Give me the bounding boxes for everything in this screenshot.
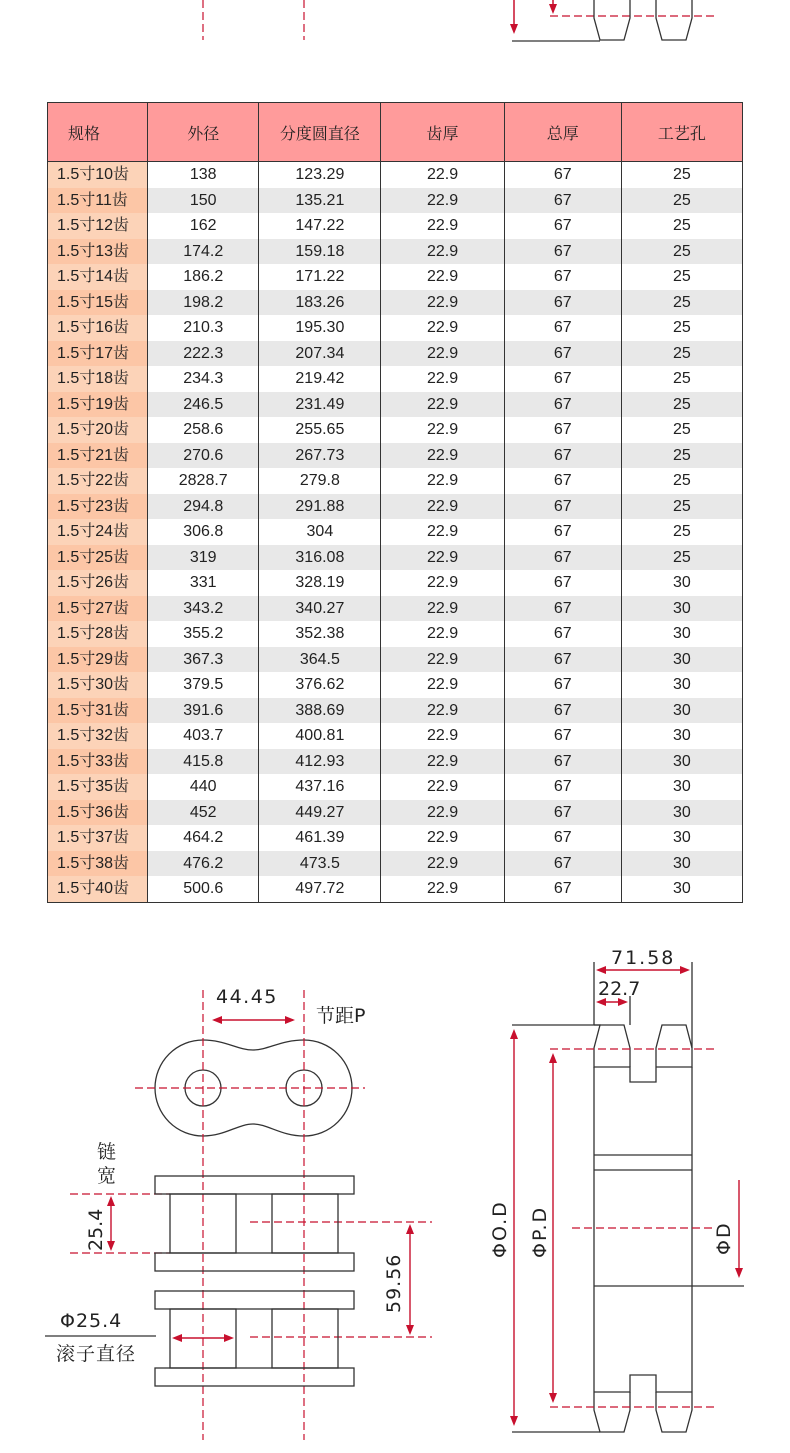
cell-spec: 1.5寸40齿	[48, 876, 148, 902]
tooth-thickness-value: 22.7	[598, 978, 641, 1000]
total-thickness-value: 71.58	[611, 947, 676, 969]
cell-spec: 1.5寸24齿	[48, 519, 148, 545]
cell-outer-diameter: 2828.7	[148, 468, 259, 494]
cell-outer-diameter: 367.3	[148, 647, 259, 673]
cell-process-hole: 30	[621, 647, 742, 673]
cell-outer-diameter: 294.8	[148, 494, 259, 520]
cell-outer-diameter: 319	[148, 545, 259, 571]
cell-spec: 1.5寸25齿	[48, 545, 148, 571]
table-row	[48, 647, 743, 673]
cell-total-thickness: 67	[504, 570, 621, 596]
cell-pitch-diameter: 135.21	[259, 188, 381, 214]
cell-total-thickness: 67	[504, 290, 621, 316]
cell-total-thickness: 67	[504, 392, 621, 418]
cell-spec: 1.5寸37齿	[48, 825, 148, 851]
table-row	[48, 341, 743, 367]
cell-tooth-thickness: 22.9	[381, 494, 504, 520]
table-row	[48, 443, 743, 469]
table-row	[48, 570, 743, 596]
cell-outer-diameter: 343.2	[148, 596, 259, 622]
cell-spec: 1.5寸38齿	[48, 851, 148, 877]
cell-total-thickness: 67	[504, 315, 621, 341]
table-row	[48, 596, 743, 622]
cell-tooth-thickness: 22.9	[381, 774, 504, 800]
pitch-diameter-label: ΦP.D	[529, 1205, 551, 1258]
table-row	[48, 417, 743, 443]
cell-process-hole: 25	[621, 188, 742, 214]
header-pitch-diameter: 分度圆直径	[259, 103, 381, 162]
cell-process-hole: 25	[621, 315, 742, 341]
cell-tooth-thickness: 22.9	[381, 264, 504, 290]
cell-spec: 1.5寸30齿	[48, 672, 148, 698]
cell-process-hole: 25	[621, 519, 742, 545]
cell-pitch-diameter: 437.16	[259, 774, 381, 800]
cell-pitch-diameter: 340.27	[259, 596, 381, 622]
cell-total-thickness: 67	[504, 188, 621, 214]
table-row	[48, 366, 743, 392]
roller-diameter-label: 滚子直径	[56, 1343, 137, 1365]
cell-tooth-thickness: 22.9	[381, 545, 504, 571]
bore-label: ΦD	[713, 1221, 735, 1255]
chain-width-label-2: 宽	[97, 1165, 117, 1187]
table-row	[48, 698, 743, 724]
cell-spec: 1.5寸27齿	[48, 596, 148, 622]
cell-pitch-diameter: 219.42	[259, 366, 381, 392]
header-tooth-thickness: 齿厚	[381, 103, 504, 162]
cell-spec: 1.5寸14齿	[48, 264, 148, 290]
cell-process-hole: 30	[621, 596, 742, 622]
cell-process-hole: 25	[621, 392, 742, 418]
cell-spec: 1.5寸22齿	[48, 468, 148, 494]
table-row	[48, 188, 743, 214]
cell-total-thickness: 67	[504, 749, 621, 775]
cell-outer-diameter: 415.8	[148, 749, 259, 775]
cell-spec: 1.5寸28齿	[48, 621, 148, 647]
table-row	[48, 290, 743, 316]
cell-pitch-diameter: 159.18	[259, 239, 381, 265]
cell-pitch-diameter: 183.26	[259, 290, 381, 316]
cell-total-thickness: 67	[504, 468, 621, 494]
table-row	[48, 851, 743, 877]
cell-outer-diameter: 476.2	[148, 851, 259, 877]
cell-total-thickness: 67	[504, 774, 621, 800]
cell-tooth-thickness: 22.9	[381, 443, 504, 469]
top-sprocket-fragment	[0, 0, 790, 60]
cell-tooth-thickness: 22.9	[381, 239, 504, 265]
inner-width-value: 25.4	[85, 1208, 107, 1251]
cell-spec: 1.5寸19齿	[48, 392, 148, 418]
top-fragment-drawing	[0, 0, 790, 60]
cell-outer-diameter: 174.2	[148, 239, 259, 265]
cell-process-hole: 25	[621, 239, 742, 265]
header-total-thickness: 总厚	[504, 103, 621, 162]
cell-process-hole: 30	[621, 698, 742, 724]
table-row	[48, 392, 743, 418]
cell-total-thickness: 67	[504, 494, 621, 520]
cell-spec: 1.5寸26齿	[48, 570, 148, 596]
sprocket-spec-table	[47, 102, 743, 903]
cell-process-hole: 25	[621, 213, 742, 239]
cell-process-hole: 25	[621, 443, 742, 469]
cell-total-thickness: 67	[504, 443, 621, 469]
cell-tooth-thickness: 22.9	[381, 570, 504, 596]
cell-spec: 1.5寸20齿	[48, 417, 148, 443]
cell-tooth-thickness: 22.9	[381, 621, 504, 647]
cell-process-hole: 25	[621, 468, 742, 494]
cell-pitch-diameter: 291.88	[259, 494, 381, 520]
cell-pitch-diameter: 279.8	[259, 468, 381, 494]
cell-outer-diameter: 270.6	[148, 443, 259, 469]
cell-outer-diameter: 403.7	[148, 723, 259, 749]
cell-spec: 1.5寸35齿	[48, 774, 148, 800]
table-row	[48, 264, 743, 290]
cell-pitch-diameter: 388.69	[259, 698, 381, 724]
cell-tooth-thickness: 22.9	[381, 519, 504, 545]
cell-process-hole: 25	[621, 341, 742, 367]
sprocket-section	[512, 962, 744, 1432]
cell-total-thickness: 67	[504, 596, 621, 622]
header-process-hole: 工艺孔	[621, 103, 742, 162]
cell-outer-diameter: 186.2	[148, 264, 259, 290]
cell-total-thickness: 67	[504, 213, 621, 239]
cell-process-hole: 25	[621, 366, 742, 392]
cell-pitch-diameter: 461.39	[259, 825, 381, 851]
table-row	[48, 774, 743, 800]
cell-tooth-thickness: 22.9	[381, 851, 504, 877]
cell-total-thickness: 67	[504, 417, 621, 443]
table-row	[48, 468, 743, 494]
cell-spec: 1.5寸36齿	[48, 800, 148, 826]
cell-total-thickness: 67	[504, 723, 621, 749]
cell-outer-diameter: 258.6	[148, 417, 259, 443]
roller-diameter-value: Φ25.4	[60, 1310, 123, 1332]
pitch-value: 44.45	[216, 986, 278, 1008]
header-outer-diameter: 外径	[148, 103, 259, 162]
cell-tooth-thickness: 22.9	[381, 468, 504, 494]
cell-process-hole: 30	[621, 825, 742, 851]
cell-process-hole: 25	[621, 545, 742, 571]
cell-outer-diameter: 234.3	[148, 366, 259, 392]
cell-pitch-diameter: 316.08	[259, 545, 381, 571]
cell-tooth-thickness: 22.9	[381, 825, 504, 851]
cell-outer-diameter: 246.5	[148, 392, 259, 418]
cell-total-thickness: 67	[504, 647, 621, 673]
cell-outer-diameter: 452	[148, 800, 259, 826]
cell-outer-diameter: 162	[148, 213, 259, 239]
cell-spec: 1.5寸29齿	[48, 647, 148, 673]
cell-total-thickness: 67	[504, 825, 621, 851]
cell-process-hole: 30	[621, 723, 742, 749]
table-row	[48, 519, 743, 545]
cell-spec: 1.5寸16齿	[48, 315, 148, 341]
cell-outer-diameter: 355.2	[148, 621, 259, 647]
cell-process-hole: 30	[621, 749, 742, 775]
cell-pitch-diameter: 400.81	[259, 723, 381, 749]
cell-pitch-diameter: 123.29	[259, 162, 381, 188]
cell-total-thickness: 67	[504, 876, 621, 902]
table-row	[48, 494, 743, 520]
cell-tooth-thickness: 22.9	[381, 341, 504, 367]
cell-pitch-diameter: 412.93	[259, 749, 381, 775]
cell-pitch-diameter: 231.49	[259, 392, 381, 418]
chain-top-view	[155, 1176, 354, 1386]
cell-process-hole: 25	[621, 417, 742, 443]
table-row	[48, 239, 743, 265]
cell-spec: 1.5寸32齿	[48, 723, 148, 749]
cell-tooth-thickness: 22.9	[381, 290, 504, 316]
cell-spec: 1.5寸31齿	[48, 698, 148, 724]
cell-pitch-diameter: 255.65	[259, 417, 381, 443]
cell-tooth-thickness: 22.9	[381, 876, 504, 902]
cell-outer-diameter: 391.6	[148, 698, 259, 724]
table-row	[48, 621, 743, 647]
cell-pitch-diameter: 195.30	[259, 315, 381, 341]
cell-pitch-diameter: 352.38	[259, 621, 381, 647]
cell-process-hole: 30	[621, 570, 742, 596]
cell-pitch-diameter: 376.62	[259, 672, 381, 698]
table-header-row	[48, 103, 743, 162]
cell-spec: 1.5寸12齿	[48, 213, 148, 239]
cell-process-hole: 30	[621, 621, 742, 647]
cell-spec: 1.5寸13齿	[48, 239, 148, 265]
cell-process-hole: 25	[621, 494, 742, 520]
cell-pitch-diameter: 364.5	[259, 647, 381, 673]
cell-spec: 1.5寸15齿	[48, 290, 148, 316]
table-row	[48, 545, 743, 571]
cell-total-thickness: 67	[504, 698, 621, 724]
cell-tooth-thickness: 22.9	[381, 672, 504, 698]
table-row	[48, 825, 743, 851]
cell-spec: 1.5寸17齿	[48, 341, 148, 367]
cell-tooth-thickness: 22.9	[381, 417, 504, 443]
table-row	[48, 672, 743, 698]
cell-outer-diameter: 440	[148, 774, 259, 800]
outer-diameter-label: ΦO.D	[489, 1200, 511, 1258]
cell-process-hole: 25	[621, 162, 742, 188]
cell-spec: 1.5寸33齿	[48, 749, 148, 775]
cell-outer-diameter: 210.3	[148, 315, 259, 341]
table-row	[48, 723, 743, 749]
cell-process-hole: 25	[621, 264, 742, 290]
cell-tooth-thickness: 22.9	[381, 315, 504, 341]
table-row	[48, 162, 743, 188]
cell-pitch-diameter: 147.22	[259, 213, 381, 239]
cell-total-thickness: 67	[504, 851, 621, 877]
cell-process-hole: 30	[621, 851, 742, 877]
cell-tooth-thickness: 22.9	[381, 366, 504, 392]
cell-tooth-thickness: 22.9	[381, 647, 504, 673]
cell-process-hole: 30	[621, 876, 742, 902]
cell-outer-diameter: 150	[148, 188, 259, 214]
cell-total-thickness: 67	[504, 366, 621, 392]
cell-outer-diameter: 464.2	[148, 825, 259, 851]
row-pitch-value: 59.56	[383, 1253, 405, 1313]
cell-outer-diameter: 138	[148, 162, 259, 188]
cell-total-thickness: 67	[504, 341, 621, 367]
table-row	[48, 315, 743, 341]
cell-tooth-thickness: 22.9	[381, 213, 504, 239]
cell-process-hole: 30	[621, 672, 742, 698]
chain-width-label-1: 链	[97, 1141, 117, 1163]
cell-pitch-diameter: 497.72	[259, 876, 381, 902]
cell-total-thickness: 67	[504, 239, 621, 265]
cell-outer-diameter: 306.8	[148, 519, 259, 545]
cell-tooth-thickness: 22.9	[381, 723, 504, 749]
cell-pitch-diameter: 207.34	[259, 341, 381, 367]
cell-tooth-thickness: 22.9	[381, 749, 504, 775]
cell-tooth-thickness: 22.9	[381, 698, 504, 724]
cell-total-thickness: 67	[504, 162, 621, 188]
pitch-label: 节距P	[316, 1005, 366, 1027]
table-row	[48, 800, 743, 826]
cell-total-thickness: 67	[504, 621, 621, 647]
cell-pitch-diameter: 328.19	[259, 570, 381, 596]
cell-pitch-diameter: 267.73	[259, 443, 381, 469]
cell-outer-diameter: 331	[148, 570, 259, 596]
technical-diagrams	[0, 920, 790, 1448]
cell-tooth-thickness: 22.9	[381, 392, 504, 418]
cell-spec: 1.5寸21齿	[48, 443, 148, 469]
cell-spec: 1.5寸11齿	[48, 188, 148, 214]
cell-pitch-diameter: 304	[259, 519, 381, 545]
cell-outer-diameter: 500.6	[148, 876, 259, 902]
cell-outer-diameter: 222.3	[148, 341, 259, 367]
cell-process-hole: 25	[621, 290, 742, 316]
table-row	[48, 213, 743, 239]
cell-outer-diameter: 198.2	[148, 290, 259, 316]
cell-pitch-diameter: 171.22	[259, 264, 381, 290]
cell-spec: 1.5寸18齿	[48, 366, 148, 392]
table-row	[48, 876, 743, 902]
table-row	[48, 749, 743, 775]
header-spec: 规格	[48, 103, 148, 162]
cell-tooth-thickness: 22.9	[381, 162, 504, 188]
cell-total-thickness: 67	[504, 672, 621, 698]
cell-pitch-diameter: 449.27	[259, 800, 381, 826]
cell-process-hole: 30	[621, 800, 742, 826]
cell-outer-diameter: 379.5	[148, 672, 259, 698]
cell-total-thickness: 67	[504, 800, 621, 826]
cell-spec: 1.5寸23齿	[48, 494, 148, 520]
cell-tooth-thickness: 22.9	[381, 596, 504, 622]
cell-tooth-thickness: 22.9	[381, 800, 504, 826]
diagram-drawing	[0, 920, 790, 1448]
cell-pitch-diameter: 473.5	[259, 851, 381, 877]
cell-total-thickness: 67	[504, 264, 621, 290]
cell-spec: 1.5寸10齿	[48, 162, 148, 188]
cell-process-hole: 30	[621, 774, 742, 800]
cell-total-thickness: 67	[504, 519, 621, 545]
cell-tooth-thickness: 22.9	[381, 188, 504, 214]
cell-total-thickness: 67	[504, 545, 621, 571]
